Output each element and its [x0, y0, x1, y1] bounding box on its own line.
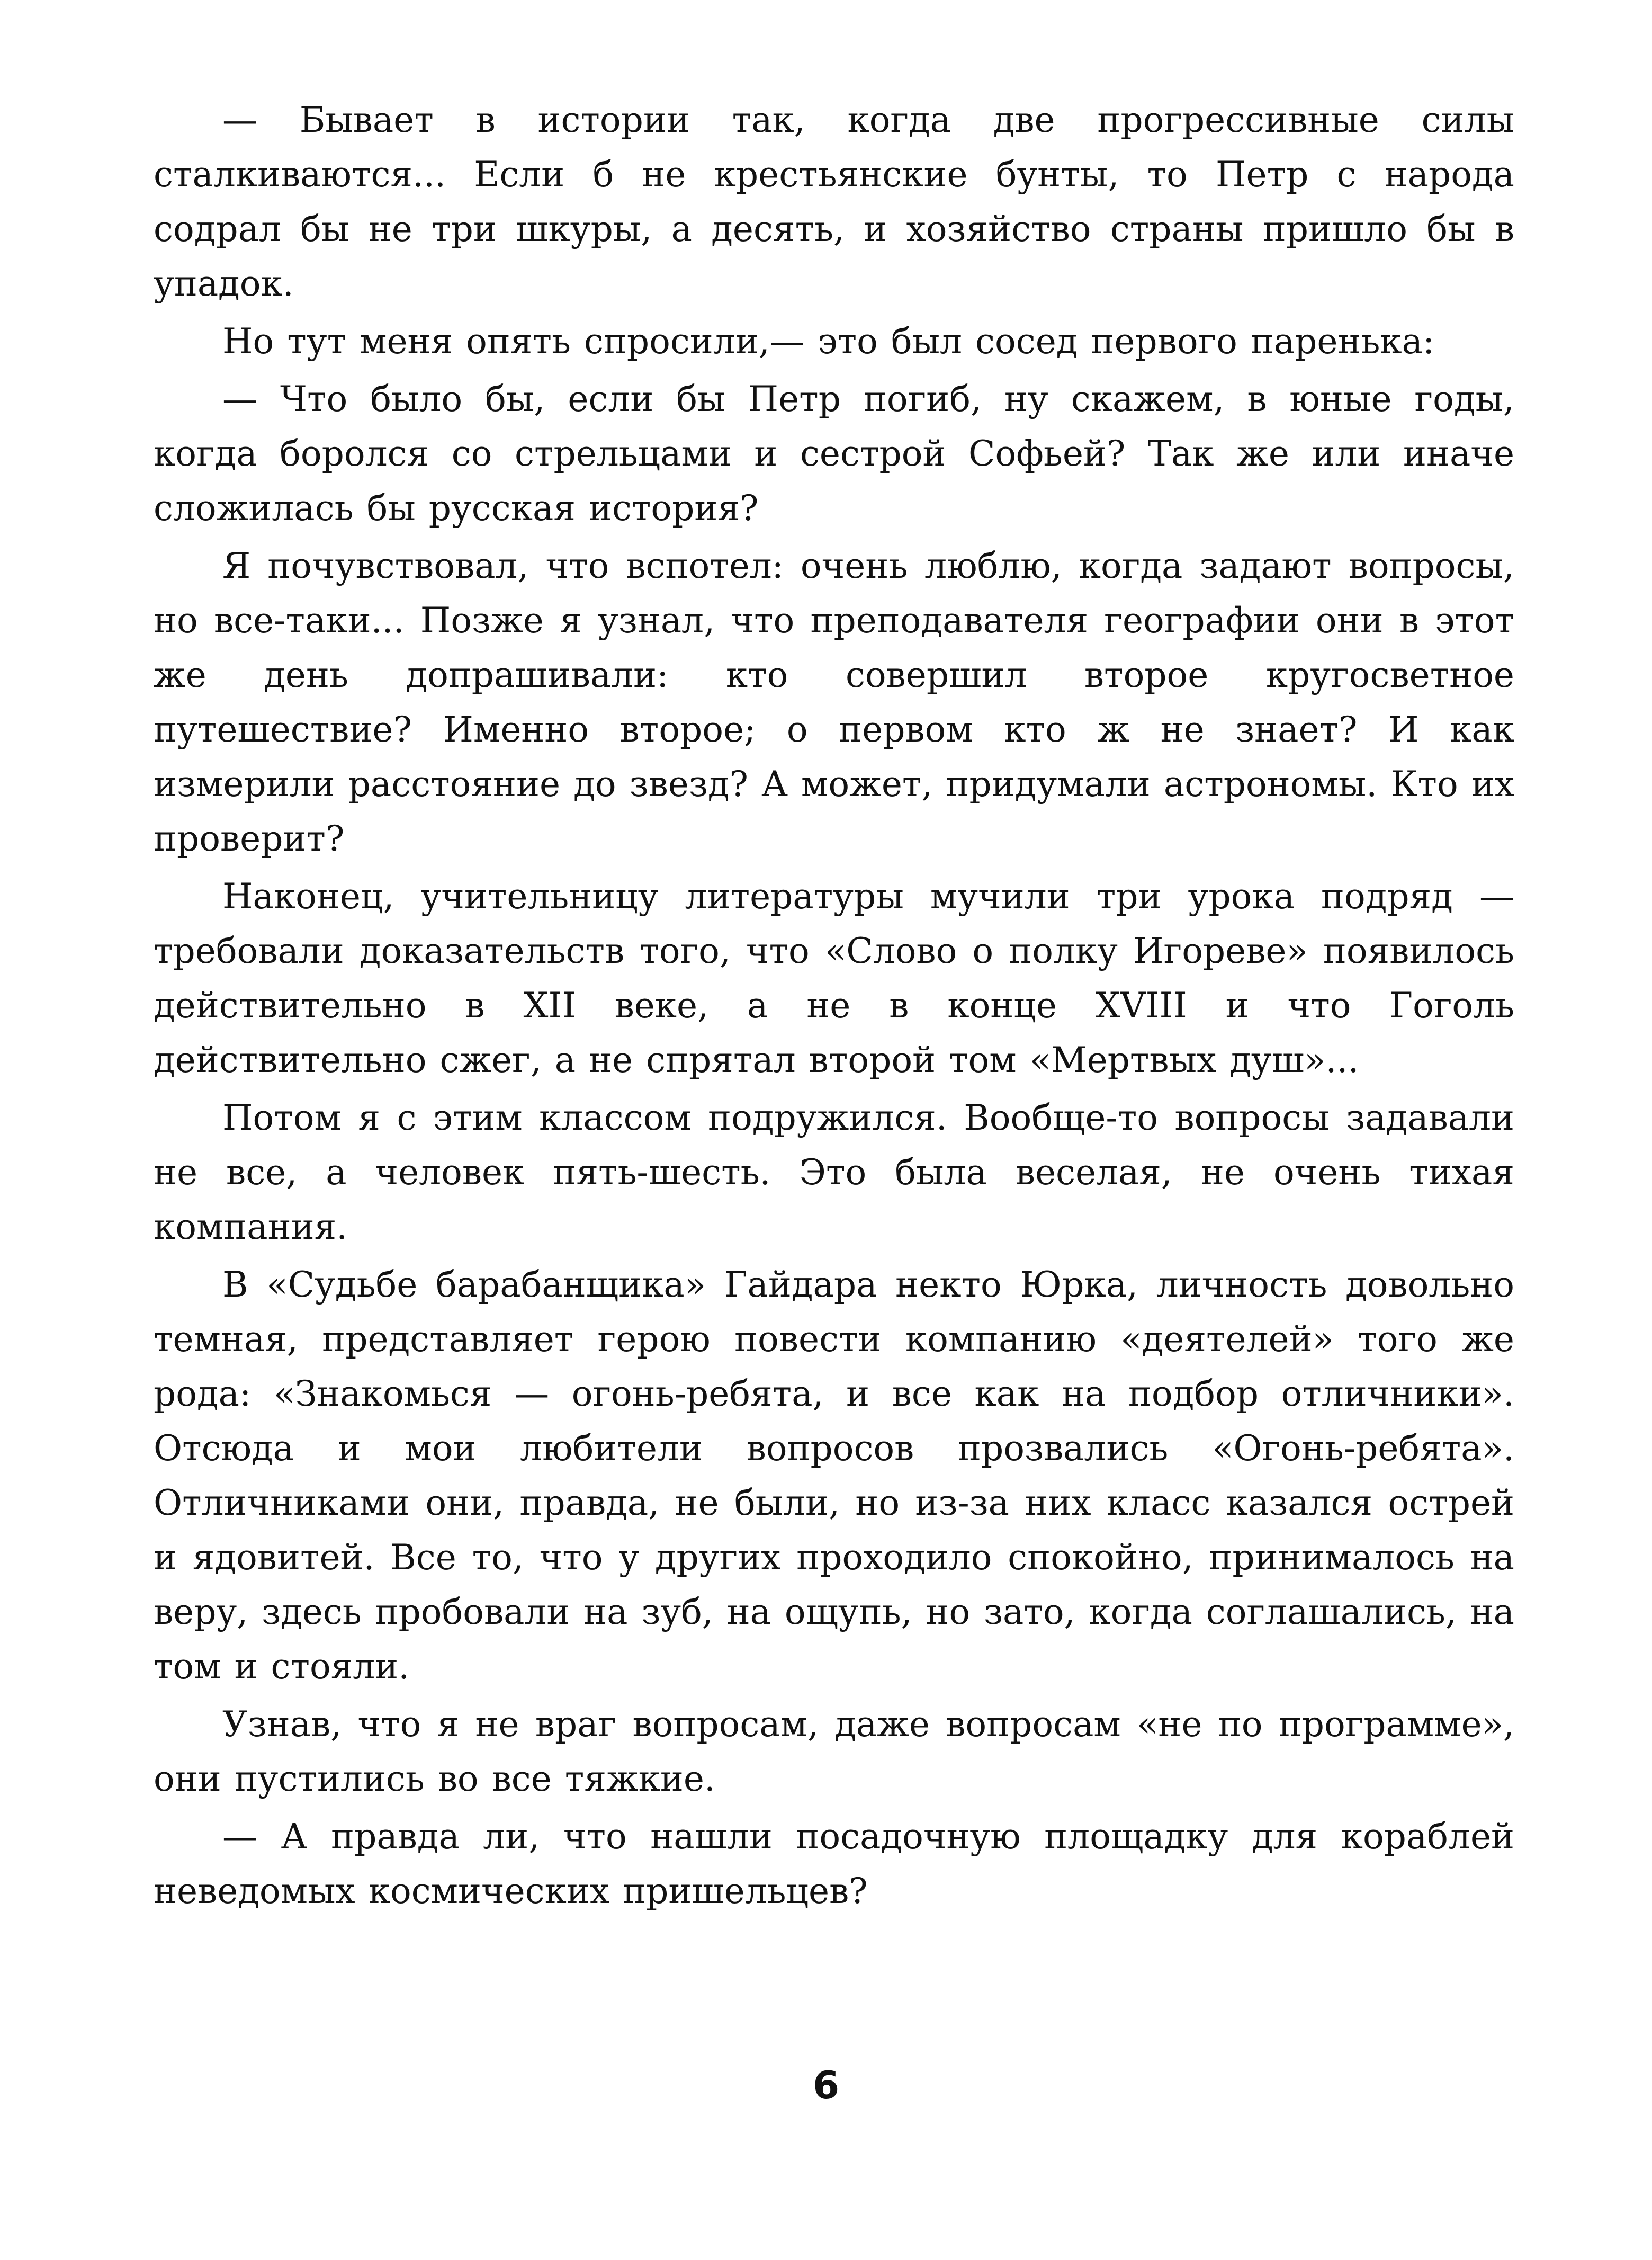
- paragraph: В «Судьбе барабанщика» Гайдара некто Юрка, личность довольно темная, представляет герою повести компанию «деятелей» того же рода: «Знакомься — огонь-ребята, и все как на подбор отличники». Отсюда и мои любители вопросов прозвались «Огонь-ребята». Отличниками они, правда, не были, но из-за них класс казался острей и ядовитей. Все то, что у других проходило спокойно, принималось на веру, здесь пробовали на зуб, на ощупь, но зато, когда соглашались, на том и стояли.: [154, 1264, 1514, 1687]
- paragraph: Я почувствовал, что вспотел: очень люблю, когда задают вопросы, но все-таки... Позже я узнал, что преподавателя географии они в этот же день допрашивали: кто совершил второе кругосветное путешествие? Именно второе; о первом кто ж не знает? И как измерили расстояние до звезд? А может, придумали астрономы. Кто их проверит?: [154, 546, 1514, 859]
- paragraph: Потом я с этим классом подружился. Вообще-то вопросы задавали не все, а человек пять-шесть. Это была веселая, не очень тихая компания.: [154, 1097, 1514, 1247]
- paragraph: Узнав, что я не враг вопросам, даже вопросам «не по программе», они пустились во все тяжкие.: [154, 1704, 1514, 1799]
- page-number: 6: [812, 2063, 840, 2107]
- paragraph: — А правда ли, что нашли посадочную площадку для кораблей неведомых космических пришельцев?: [154, 1816, 1514, 1911]
- paragraph: — Бывает в истории так, когда две прогрессивные силы сталкиваются... Если б не крестьянские бунты, то Петр с народа содрал бы не три шкуры, а десять, и хозяйство страны пришло бы в упадок.: [154, 100, 1514, 304]
- paragraph: — Что было бы, если бы Петр погиб, ну скажем, в юные годы, когда боролся со стрельцами и сестрой Софьей? Так же или иначе сложилась бы русская история?: [154, 379, 1514, 529]
- page-body-text: [154, 93, 1514, 1922]
- paragraph: Но тут меня опять спросили,— это был сосед первого паренька:: [222, 321, 1435, 362]
- paragraph: Наконец, учительницу литературы мучили три урока подряд — требовали доказательств того, что «Слово о полку Игореве» появилось действительно в XII веке, а не в конце XVIII и что Гоголь действительно сжег, а не спрятал второй том «Мертвых душ»...: [154, 876, 1514, 1080]
